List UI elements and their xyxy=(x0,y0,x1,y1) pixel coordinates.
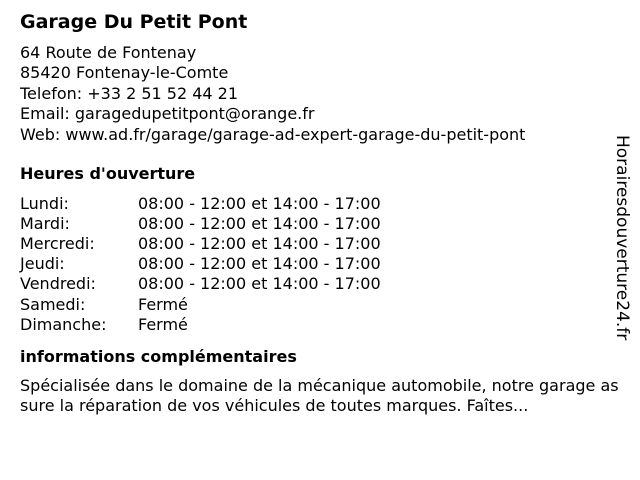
hours-row xyxy=(20,234,381,254)
hours-row xyxy=(20,315,381,335)
email-line: Email: garagedupetitpont@orange.fr xyxy=(20,104,315,124)
day-label: Samedi: xyxy=(20,294,86,314)
hours-row xyxy=(20,194,381,214)
address-city: 85420 Fontenay-le-Comte xyxy=(20,63,229,83)
web-line: Web: www.ad.fr/garage/garage-ad-expert-garage-du-petit-pont xyxy=(20,124,526,144)
hours-value: 08:00 - 12:00 et 14:00 - 17:00 xyxy=(138,234,381,254)
opening-hours-heading: Heures d'ouverture xyxy=(20,164,196,184)
site-watermark: Horairesdouverture24.fr xyxy=(612,135,632,341)
hours-row xyxy=(20,254,381,274)
day-label: Jeudi: xyxy=(20,254,65,274)
day-label: Vendredi: xyxy=(20,274,96,294)
hours-value: 08:00 - 12:00 et 14:00 - 17:00 xyxy=(138,214,381,234)
business-card xyxy=(20,10,620,417)
day-label: Lundi: xyxy=(20,194,69,214)
contact-block xyxy=(20,43,620,145)
day-label: Dimanche: xyxy=(20,314,107,334)
address-street: 64 Route de Fontenay xyxy=(20,43,197,62)
hours-value: Fermé xyxy=(138,314,188,334)
day-label: Mercredi: xyxy=(20,234,95,254)
additional-info-text: Spécialisée dans le domaine de la mécanique automobile, notre garage assure la réparation de vos véhicules de toutes marques. Faîtes... xyxy=(20,375,619,416)
phone-line: Telefon: +33 2 51 52 44 21 xyxy=(20,83,239,103)
additional-info-heading: informations complémentaires xyxy=(20,346,297,366)
business-name: Garage Du Petit Pont xyxy=(20,11,248,33)
hours-row xyxy=(20,274,381,294)
opening-hours-table xyxy=(20,194,381,335)
hours-value: Fermé xyxy=(138,294,188,314)
hours-row xyxy=(20,295,381,315)
hours-value: 08:00 - 12:00 et 14:00 - 17:00 xyxy=(138,254,381,274)
day-label: Mardi: xyxy=(20,214,70,234)
hours-value: 08:00 - 12:00 et 14:00 - 17:00 xyxy=(138,274,381,294)
hours-value: 08:00 - 12:00 et 14:00 - 17:00 xyxy=(138,194,381,214)
hours-row xyxy=(20,214,381,234)
